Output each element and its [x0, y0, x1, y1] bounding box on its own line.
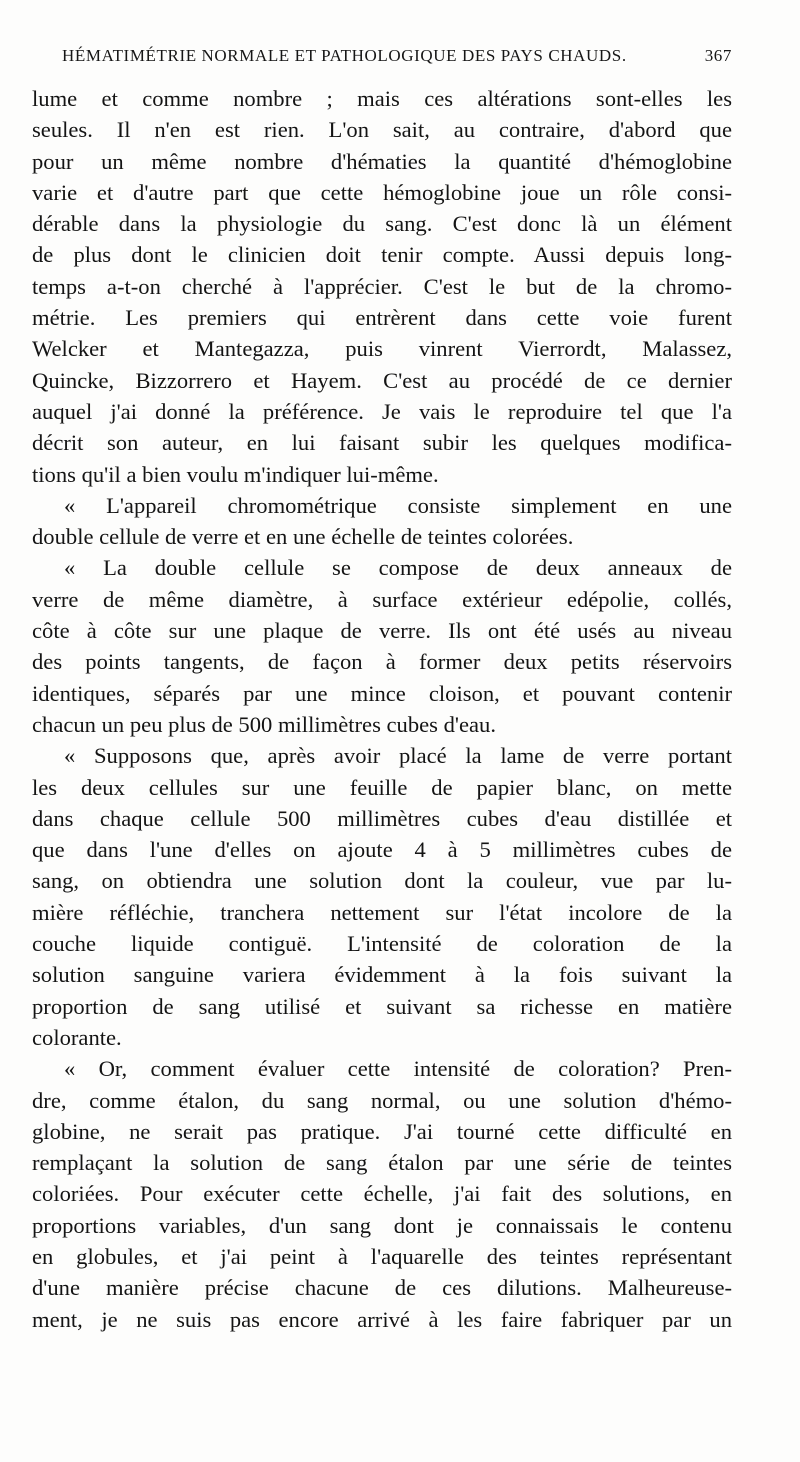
- text-line: de plus dont le clinicien doit tenir compte. Aussi depuis long-: [32, 242, 732, 268]
- text-line: proportion de sang utilisé et suivant sa richesse en matière: [32, 993, 732, 1019]
- text-line: décrit son auteur, en lui faisant subir les quelques modifica-: [32, 430, 732, 456]
- text-line: seules. Il n'en est rien. L'on sait, au contraire, d'abord que: [32, 117, 732, 143]
- text-line: d'une manière précise chacune de ces dilutions. Malheureuse-: [32, 1275, 732, 1301]
- text-line: lume et comme nombre ; mais ces altérations sont-elles les: [32, 86, 732, 111]
- text-line: temps a-t-on cherché à l'apprécier. C'est le but de la chromo-: [32, 273, 732, 299]
- running-title: HÉMATIMÉTRIE NORMALE ET PATHOLOGIQUE DES PAYS CHAUDS.: [62, 46, 627, 65]
- text-line: colorante.: [32, 1024, 122, 1050]
- text-line: chacun un peu plus de 500 millimètres cubes d'eau.: [32, 711, 496, 737]
- text-line: pour un même nombre d'hématies la quantité d'hémoglobine: [32, 148, 732, 174]
- text-line: côte à côte sur une plaque de verre. Ils ont été usés au niveau: [32, 618, 732, 644]
- text-line: sang, on obtiendra une solution dont la couleur, vue par lu-: [32, 868, 732, 894]
- text-line: varie et d'autre part que cette hémoglobine joue un rôle consi-: [32, 179, 732, 205]
- text-line: métrie. Les premiers qui entrèrent dans cette voie furent: [32, 305, 732, 331]
- running-head: [62, 46, 732, 72]
- text-line: dérable dans la physiologie du sang. C'est donc là un élément: [32, 211, 732, 237]
- text-line: globine, ne serait pas pratique. J'ai tourné cette difficulté en: [32, 1118, 732, 1144]
- text-line: mière réfléchie, tranchera nettement sur l'état incolore de la: [32, 899, 732, 925]
- text-line: tions qu'il a bien voulu m'indiquer lui-même.: [32, 461, 439, 487]
- text-line: dre, comme étalon, du sang normal, ou une solution d'hémo-: [32, 1087, 732, 1113]
- text-line: que dans l'une d'elles on ajoute 4 à 5 millimètres cubes de: [32, 837, 732, 863]
- text-line: proportions variables, d'un sang dont je connaissais le contenu: [32, 1212, 732, 1238]
- page-number: 367: [704, 46, 732, 65]
- text-line: verre de même diamètre, à surface extérieur edépolie, collés,: [32, 586, 732, 612]
- text-line: couche liquide contiguë. L'intensité de coloration de la: [32, 931, 732, 957]
- text-line: « L'appareil chromométrique consiste simplement en une: [64, 492, 732, 518]
- text-line: « La double cellule se compose de deux anneaux de: [64, 555, 732, 581]
- text-line: remplaçant la solution de sang étalon par une série de teintes: [32, 1150, 732, 1176]
- text-line: Quincke, Bizzorrero et Hayem. C'est au procédé de ce dernier: [32, 367, 732, 393]
- text-line: des points tangents, de façon à former deux petits réservoirs: [32, 649, 732, 675]
- text-line: dans chaque cellule 500 millimètres cubes d'eau distillée et: [32, 805, 732, 831]
- text-line: les deux cellules sur une feuille de papier blanc, on mette: [32, 774, 732, 800]
- text-line: en globules, et j'ai peint à l'aquarelle des teintes représentant: [32, 1243, 732, 1269]
- text-line: ment, je ne suis pas encore arrivé à les faire fabriquer par un: [32, 1306, 732, 1332]
- text-line: Welcker et Mantegazza, puis vinrent Vierrordt, Malassez,: [32, 336, 732, 362]
- text-line: identiques, séparés par une mince cloison, et pouvant contenir: [32, 680, 732, 706]
- text-line: « Or, comment évaluer cette intensité de coloration? Pren-: [64, 1056, 732, 1082]
- text-line: auquel j'ai donné la préférence. Je vais le reproduire tel que l'a: [32, 398, 732, 424]
- body-text: [32, 83, 732, 1335]
- text-line: coloriées. Pour exécuter cette échelle, j'ai fait des solutions, en: [32, 1181, 732, 1207]
- text-line: « Supposons que, après avoir placé la lame de verre portant: [64, 743, 732, 769]
- text-line: double cellule de verre et en une échelle de teintes colorées.: [32, 524, 574, 550]
- text-line: solution sanguine variera évidemment à la fois suivant la: [32, 962, 732, 988]
